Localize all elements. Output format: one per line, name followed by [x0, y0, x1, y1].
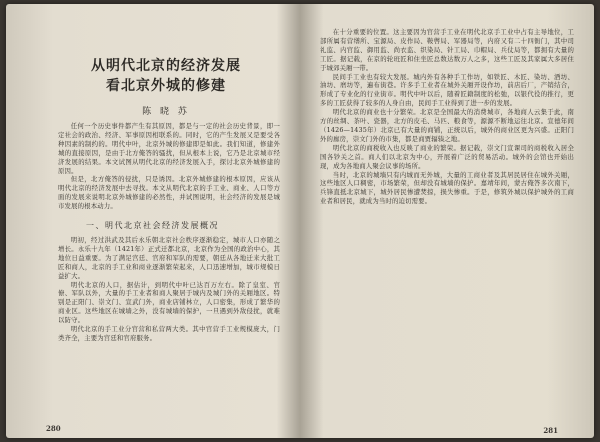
- paragraph: 在十分重要的位置。这主要因为官营手工业在明代北京手工业中占有主导地位，工部所属有营缮所、宝源局、皮作局、鞍辔局、军器局等，内府又有二十四衙门，其中司礼监、内官监、御用监、尚衣监、织染局、针工局、巾帽局、兵仗局等，都拥有大量的工匠。据记载，在京的轮班匠和住坐匠总数达数万人之多，这些工匠及其家属大多居住于城郊关厢一带。: [320, 28, 574, 72]
- paragraph: 明代北京的商税收入也反映了商业的繁荣。据记载，崇文门宣课司的商税收入居全国各钞关之首。商人们以北京为中心，开展着广泛的贸易活动。城外的会馆也开始出现，成为各地商人聚会议事的场所。: [320, 143, 574, 170]
- article-title-line2: 看北京外城的修建: [106, 78, 226, 94]
- paragraph: 明代北京的人口，据估计，到明代中叶已达百万左右。除了皇室、官僚、军队以外，大量的手工业者和商人聚居于城内及城门外的关厢地区。特别是正阳门、崇文门、宣武门外，商业店铺林立，人口密集，形成了繁华的商业区。这些地区在城墙之外，没有城墙的保护，一旦遇到外敌侵扰，就难以防守。: [58, 280, 280, 325]
- body-text: [58, 236, 280, 422]
- section-heading: 一、明代北京社会经济发展概况: [86, 221, 219, 230]
- article-title-block: [66, 56, 266, 117]
- body-text-right: [320, 28, 574, 424]
- intro-text: [58, 122, 280, 211]
- paragraph: 明代北京的商业也十分繁荣。北京是全国最大的消费城市，各地商人云集于此，南方的丝绸、茶叶、瓷器，北方的皮毛、马匹、粮食等，源源不断地运往北京。宣德年间（1426—1435年）北京已有大量的商铺，正统以后，城外的商业区更为兴盛。正阳门外的廊房，崇文门外的市集，都是商贾辐辏之地。: [320, 108, 574, 143]
- paragraph: 但是，北方俺答的侵扰，只是诱因。北京外城修建的根本原因，应该从明代北京的经济发展中去寻找。本文从明代北京的手工业、商业、人口等方面的发展来说明北京外城修建的必然性，并试图说明，社会经济的发展是城市发展的根本动力。: [58, 175, 280, 211]
- left-page: [6, 4, 298, 438]
- paragraph: 明初，经过洪武及其后永乐朝北京社会秩序逐渐稳定，城市人口亦随之增长。永乐十九年（1421年）正式迁都北京，北京作为全国的政治中心，其地位日益重要。为了满足宫廷、官府和军队的需要，朝廷从各地迁来大批工匠和商人，北京的手工业和商业逐渐繁荣起来，人口迅速增加，城市规模日益扩大。: [58, 236, 280, 280]
- article-title-line1: 从明代北京的经济发展: [91, 58, 241, 74]
- open-book: [6, 4, 594, 438]
- paragraph: 当时，北京的城墙只有内城而无外城，大量的工商业者及其居民居住在城外关厢，这些地区人口稠密，市场繁荣，但却没有城墙的保护。嘉靖年间，蒙古俺答多次南下，兵锋直抵北京城下，城外居民惨遭焚掠，损失惨重。于是，修筑外城以保护城外的工商业者和居民，就成为当时的迫切需要。: [320, 170, 574, 206]
- page-number-right: 281: [543, 426, 558, 435]
- paragraph: 民间手工业也有较大发展。城内外有各种手工作坊，如铁匠、木匠、染坊、酒坊、油坊、磨坊等，遍布街巷。许多手工业者在城外关厢开设作坊，前店后厂，产销结合，形成了专业化的行业街市。明代中叶以后，随着匠籍制度的松弛，以银代役的推行，更多的工匠获得了较多的人身自由，民间手工业得到了进一步的发展。: [320, 72, 574, 108]
- paragraph: 任何一个历史事件都产生有其原因，都是与一定的社会历史背景，即一定社会的政治、经济、军事原因相联系的。同时，它的产生发展又是要受各种因素的制约的。明代中叶，北京外城的修建即是如此。我们知道，修建外城的直接原因，是由于北方俺答的骚扰，但从根本上说，它乃是北京城市经济发展的结果。本文试图从明代北京的经济发展入手，探讨北京外城修建的原因。: [58, 122, 280, 175]
- page-number-left: 280: [46, 424, 61, 433]
- right-page: [302, 4, 594, 438]
- author-name: 陈 晓 苏: [142, 107, 190, 117]
- paragraph: 明代北京的手工业分官营和私营两大类。其中官营手工业规模庞大，门类齐全，主要为宫廷和官府服务。: [58, 325, 280, 342]
